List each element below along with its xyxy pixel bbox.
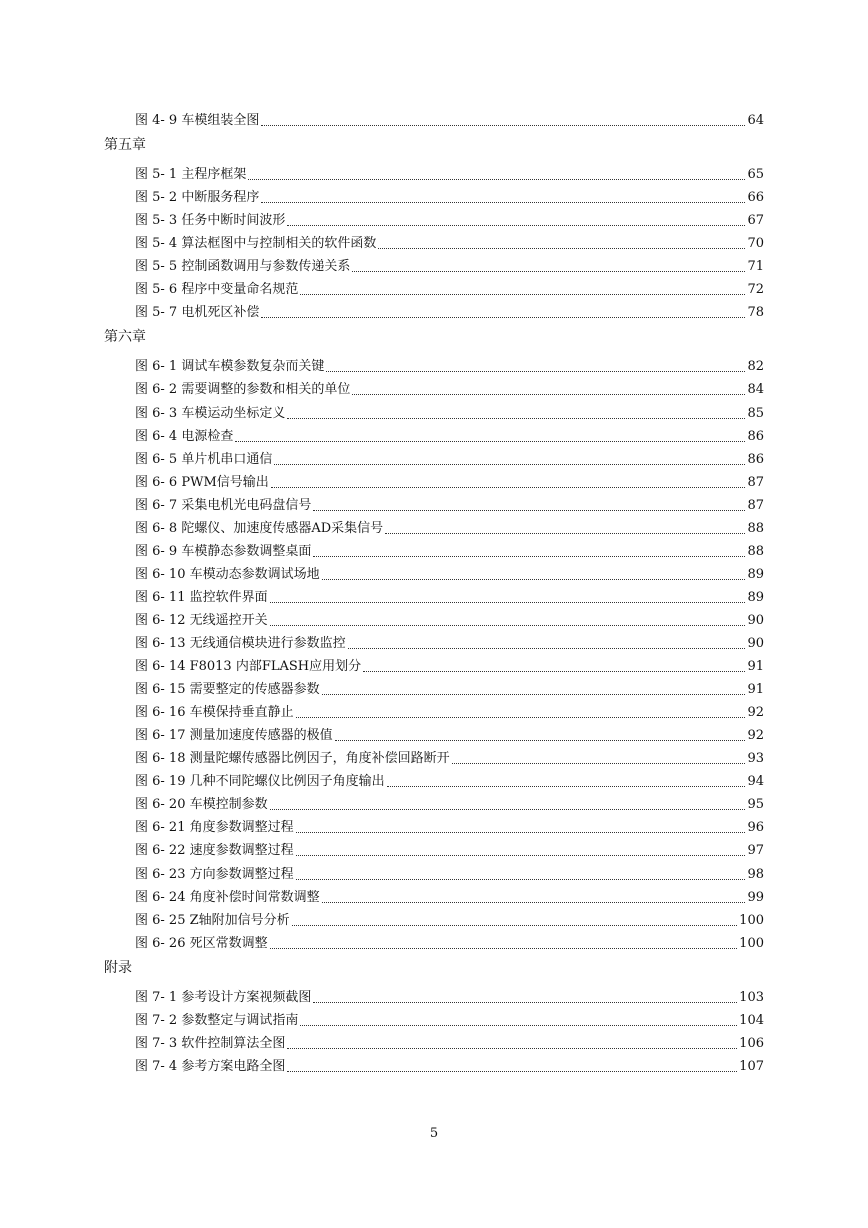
figure-page-number: 97 — [747, 843, 764, 859]
figure-entry[interactable] — [135, 793, 764, 813]
figure-title: 图 7- 2 参数整定与调试指南 — [135, 1012, 299, 1028]
figure-page-number: 88 — [747, 543, 764, 559]
dot-leader — [452, 762, 746, 764]
figure-page-number: 89 — [747, 589, 764, 605]
figure-page-number: 86 — [747, 428, 764, 444]
figure-page-number: 92 — [747, 705, 764, 721]
figure-page-number: 89 — [747, 566, 764, 582]
figure-title: 图 6- 5 单片机串口通信 — [135, 451, 273, 467]
dot-leader — [363, 670, 745, 672]
figure-page-number: 98 — [747, 866, 764, 882]
figure-page-number: 65 — [747, 167, 764, 183]
figure-entry[interactable] — [135, 609, 764, 629]
figure-entry[interactable] — [135, 1032, 764, 1052]
figure-title: 图 6- 17 测量加速度传感器的极值 — [135, 728, 333, 744]
figure-entry[interactable] — [135, 471, 764, 491]
figure-title: 图 5- 1 主程序框架 — [135, 167, 247, 183]
dot-leader — [296, 878, 746, 880]
figure-page-number: 100 — [739, 935, 764, 951]
figure-entry[interactable] — [135, 278, 764, 298]
figure-title: 图 6- 2 需要调整的参数和相关的单位 — [135, 382, 351, 398]
dot-leader — [335, 739, 746, 741]
figure-entry[interactable] — [135, 909, 764, 929]
figure-entry[interactable] — [135, 448, 764, 468]
dot-leader — [313, 555, 745, 557]
dot-leader — [313, 509, 745, 511]
figure-entry[interactable] — [135, 540, 764, 560]
figure-entry[interactable] — [135, 986, 764, 1006]
figure-entry[interactable] — [135, 724, 764, 744]
figure-page-number: 86 — [747, 451, 764, 467]
figure-page-number: 91 — [747, 659, 764, 675]
dot-leader — [300, 1024, 737, 1026]
figure-title: 图 6- 11 监控软件界面 — [135, 589, 268, 605]
figure-entry[interactable] — [135, 425, 764, 445]
figure-page-number: 88 — [747, 520, 764, 536]
figure-entry[interactable] — [135, 402, 764, 422]
figure-entry[interactable] — [135, 886, 764, 906]
figure-entry[interactable] — [135, 517, 764, 537]
figure-page-number: 84 — [747, 382, 764, 398]
dot-leader — [292, 924, 738, 926]
dot-leader — [313, 1001, 737, 1003]
figure-title: 图 6- 16 车模保持垂直静止 — [135, 705, 294, 721]
figure-entry[interactable] — [135, 209, 764, 229]
figure-entry[interactable] — [135, 839, 764, 859]
dot-leader — [352, 270, 745, 272]
figure-page-number: 64 — [747, 113, 764, 128]
dot-leader — [322, 693, 746, 695]
dot-leader — [385, 532, 745, 534]
figure-title: 图 6- 25 Z轴附加信号分析 — [135, 912, 290, 928]
figure-title: 图 6- 4 电源检查 — [135, 428, 234, 444]
figure-entry[interactable] — [135, 1009, 764, 1029]
figure-page-number: 100 — [739, 912, 764, 928]
figure-entry[interactable] — [135, 586, 764, 606]
page-number: 5 — [429, 1126, 439, 1141]
figure-entry[interactable] — [135, 816, 764, 836]
figure-entry[interactable] — [135, 863, 764, 883]
dot-leader — [270, 601, 746, 603]
figure-page-number: 67 — [747, 213, 764, 229]
dot-leader — [270, 808, 746, 810]
figure-page-number: 104 — [739, 1012, 764, 1028]
dot-leader — [352, 393, 745, 395]
figure-title: 图 6- 3 车模运动坐标定义 — [135, 405, 286, 421]
figure-page-number: 99 — [747, 889, 764, 905]
figure-entry[interactable] — [135, 186, 764, 206]
figure-title: 图 5- 3 任务中断时间波形 — [135, 213, 286, 229]
figure-page-number: 71 — [747, 259, 764, 275]
dot-leader — [271, 486, 746, 488]
dot-leader — [274, 463, 745, 465]
figure-title: 图 6- 7 采集电机光电码盘信号 — [135, 497, 312, 513]
figure-entry[interactable] — [135, 378, 764, 398]
dot-leader — [287, 1047, 737, 1049]
figure-entry[interactable] — [135, 932, 764, 952]
figure-title: 图 4- 9 车模组装全图 — [135, 113, 260, 128]
figure-page-number: 70 — [747, 236, 764, 252]
dot-leader — [270, 624, 746, 626]
figure-title: 图 6- 21 角度参数调整过程 — [135, 820, 294, 836]
figure-title: 图 6- 1 调试车模参数复杂而关键 — [135, 359, 325, 375]
figure-title: 图 6- 20 车模控制参数 — [135, 797, 268, 813]
dot-leader — [326, 370, 745, 372]
dot-leader — [261, 124, 745, 126]
figure-entry[interactable] — [135, 494, 764, 514]
dot-leader — [261, 316, 745, 318]
figure-page-number: 90 — [747, 612, 764, 628]
figure-page-number: 90 — [747, 636, 764, 651]
figure-page-number: 107 — [739, 1058, 764, 1074]
dot-leader — [348, 647, 746, 649]
figure-entry[interactable] — [135, 232, 764, 252]
dot-leader — [235, 440, 745, 442]
figure-title: 图 5- 5 控制函数调用与参数传递关系 — [135, 259, 351, 275]
figure-entry[interactable] — [135, 1055, 764, 1075]
figure-page-number: 92 — [747, 728, 764, 744]
dot-leader — [261, 201, 745, 203]
dot-leader — [287, 1070, 737, 1072]
figure-title: 图 6- 18 测量陀螺传感器比例因子，角度补偿回路断开 — [135, 751, 450, 767]
figure-page-number: 94 — [747, 774, 764, 790]
figure-page-number: 72 — [747, 282, 764, 298]
figure-title: 图 6- 22 速度参数调整过程 — [135, 843, 294, 859]
figure-page-number: 106 — [739, 1035, 764, 1051]
figure-title: 图 5- 2 中断服务程序 — [135, 190, 260, 206]
figure-entry[interactable] — [135, 655, 764, 675]
figure-title: 图 6- 24 角度补偿时间常数调整 — [135, 889, 320, 905]
dot-leader — [270, 947, 738, 949]
figure-title: 图 6- 15 需要整定的传感器参数 — [135, 682, 320, 698]
figure-title: 图 5- 7 电机死区补偿 — [135, 305, 260, 321]
dot-leader — [296, 854, 746, 856]
dot-leader — [378, 247, 745, 249]
figure-entry[interactable] — [135, 632, 764, 652]
figure-page-number: 93 — [747, 751, 764, 767]
figure-title: 图 6- 19 几种不同陀螺仪比例因子角度输出 — [135, 774, 385, 790]
figure-entry[interactable] — [135, 747, 764, 767]
chapter-heading: 附录 — [104, 959, 132, 976]
figure-page-number: 91 — [747, 682, 764, 698]
figure-entry[interactable] — [135, 255, 764, 275]
figure-title: 图 6- 26 死区常数调整 — [135, 935, 268, 951]
figure-page-number: 82 — [747, 359, 764, 375]
figure-page-number: 87 — [747, 497, 764, 513]
figure-page-number: 87 — [747, 474, 764, 490]
dot-leader — [387, 785, 746, 787]
figure-title: 图 7- 1 参考设计方案视频截图 — [135, 989, 312, 1005]
dot-leader — [322, 578, 746, 580]
figure-entry[interactable] — [135, 301, 764, 321]
figure-page-number: 95 — [747, 797, 764, 813]
figure-title: 图 6- 13 无线通信模块进行参数监控 — [135, 636, 346, 651]
figure-entry[interactable] — [135, 678, 764, 698]
dot-leader — [296, 716, 746, 718]
chapter-heading: 第六章 — [104, 329, 146, 346]
figure-page-number: 96 — [747, 820, 764, 836]
dot-leader — [296, 831, 746, 833]
dot-leader — [248, 178, 745, 180]
figure-title: 图 6- 8 陀螺仪、加速度传感器AD采集信号 — [135, 520, 384, 536]
figure-title: 图 6- 14 F8013 内部FLASH应用划分 — [135, 659, 362, 675]
figure-page-number: 103 — [739, 989, 764, 1005]
figure-title: 图 5- 6 程序中变量命名规范 — [135, 282, 299, 298]
figure-title: 图 6- 9 车模静态参数调整桌面 — [135, 543, 312, 559]
figure-page-number: 66 — [747, 190, 764, 206]
chapter-heading: 第五章 — [104, 137, 146, 154]
figure-title: 图 6- 23 方向参数调整过程 — [135, 866, 294, 882]
dot-leader — [300, 293, 745, 295]
figure-title: 图 6- 10 车模动态参数调试场地 — [135, 566, 320, 582]
figure-title: 图 7- 4 参考方案电路全图 — [135, 1058, 286, 1074]
figure-entry[interactable] — [135, 563, 764, 583]
figure-title: 图 7- 3 软件控制算法全图 — [135, 1035, 286, 1051]
dot-leader — [287, 417, 745, 419]
dot-leader — [322, 901, 746, 903]
figure-entry[interactable] — [135, 355, 764, 375]
figure-page-number: 85 — [747, 405, 764, 421]
figure-entry[interactable] — [135, 163, 764, 183]
figure-title: 图 6- 12 无线遥控开关 — [135, 612, 268, 628]
figure-entry[interactable] — [135, 770, 764, 790]
dot-leader — [287, 224, 745, 226]
figure-page-number: 78 — [747, 305, 764, 321]
figure-entry[interactable] — [135, 701, 764, 721]
figure-entry[interactable] — [135, 109, 764, 129]
figure-title: 图 5- 4 算法框图中与控制相关的软件函数 — [135, 236, 377, 252]
figure-title: 图 6- 6 PWM信号输出 — [135, 474, 269, 490]
